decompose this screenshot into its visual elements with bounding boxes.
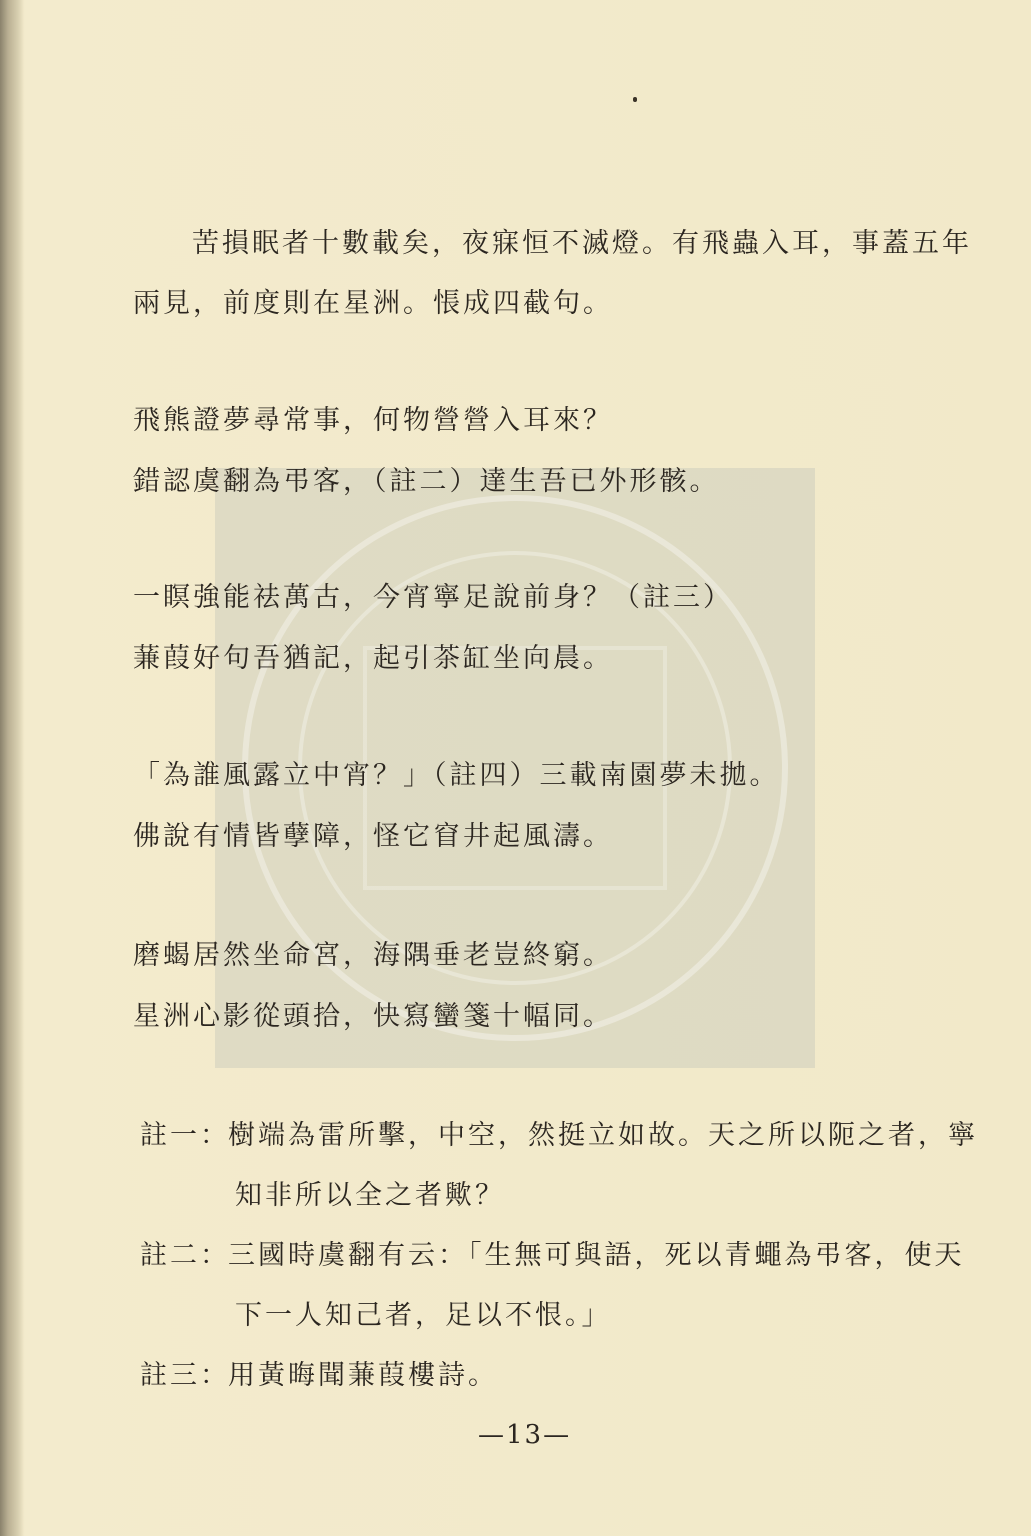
note-3-label: 註三： bbox=[140, 1360, 230, 1391]
preface-line-1: 苦損眠者十數載矣，夜寐恒不滅燈。有飛蟲入耳，事蓋五年 bbox=[192, 228, 972, 259]
note-1-line-2: 知非所以全之者歟？ bbox=[235, 1180, 505, 1211]
note-1-line-1: 樹端為雷所擊，中空，然挺立如故。天之所以阨之者，寧 bbox=[228, 1120, 978, 1151]
note-3-line-1: 用黃晦聞蒹葭樓詩。 bbox=[228, 1360, 498, 1391]
stanza-1-line-1: 飛熊證夢尋常事，何物營營入耳來？ bbox=[133, 405, 613, 436]
note-2-label: 註二： bbox=[140, 1240, 230, 1271]
page-number: —13— bbox=[478, 1420, 572, 1450]
note-1-label: 註一： bbox=[140, 1120, 230, 1151]
binding-edge bbox=[0, 0, 24, 1536]
stanza-3-line-2: 佛說有情皆孽障，怪它窅井起風濤。 bbox=[133, 821, 613, 852]
stanza-3-line-1: 「為誰風露立中宵？」（註四）三載南園夢未拋。 bbox=[133, 760, 780, 791]
stanza-4-line-2: 星洲心影從頭拾，快寫蠻箋十幅同。 bbox=[133, 1001, 613, 1032]
note-2-line-2: 下一人知己者，足以不恨。」 bbox=[235, 1300, 612, 1331]
note-2-line-1: 三國時虞翻有云：「生無可與語，死以青蠅為弔客，使天 bbox=[228, 1240, 965, 1271]
ink-speck bbox=[633, 97, 637, 102]
stanza-2-line-2: 蒹葭好句吾猶記，起引茶缸坐向晨。 bbox=[133, 643, 613, 674]
preface-line-2: 兩見，前度則在星洲。悵成四截句。 bbox=[133, 288, 613, 319]
stanza-1-line-2: 錯認虞翻為弔客，（註二）達生吾已外形骸。 bbox=[133, 466, 720, 497]
stanza-4-line-1: 磨蝎居然坐命宮，海隅垂老豈終窮。 bbox=[133, 940, 613, 971]
stanza-2-line-1: 一瞑強能祛萬古，今宵寧足說前身？（註三） bbox=[133, 582, 733, 613]
